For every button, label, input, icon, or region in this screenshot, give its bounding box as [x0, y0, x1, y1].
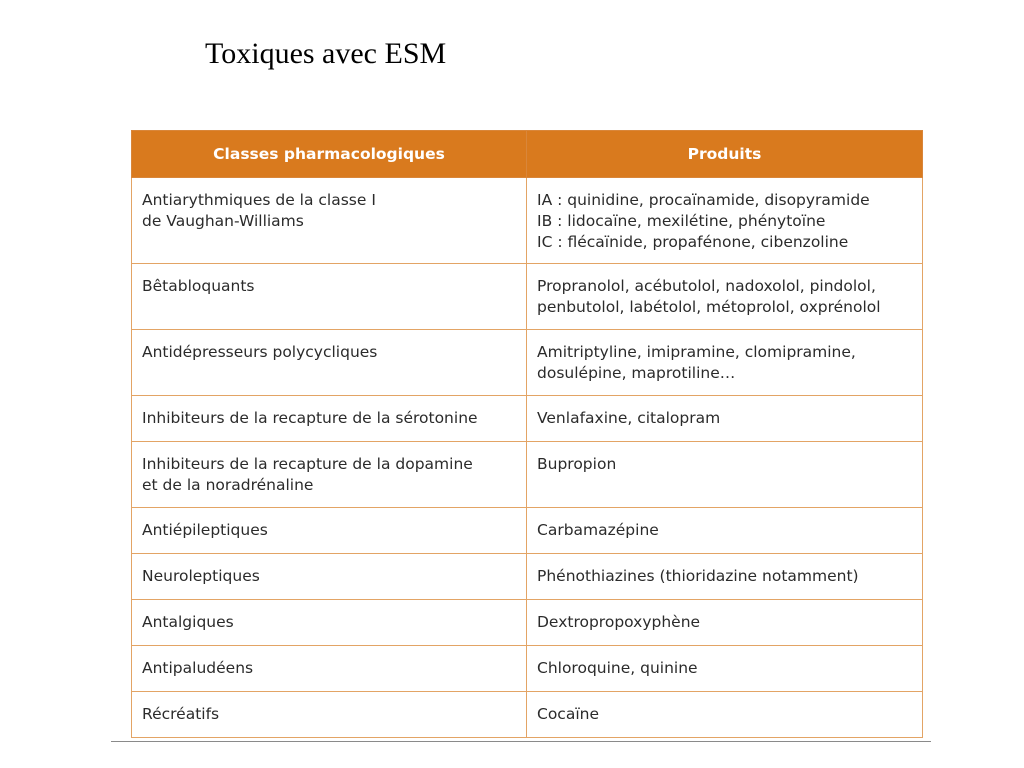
cell-classe	[132, 692, 527, 738]
table-row	[132, 600, 923, 646]
cell-classe	[132, 330, 527, 396]
table-row	[132, 178, 923, 264]
classe-text: Antiarythmiques de la classe I de Vaughan-Williams	[142, 191, 376, 230]
classe-text: Neuroleptiques	[142, 567, 260, 585]
table-row	[132, 692, 923, 738]
cell-classe	[132, 554, 527, 600]
classe-text: Récréatifs	[142, 705, 220, 723]
bottom-divider	[111, 741, 931, 742]
cell-produits	[527, 646, 923, 692]
cell-produits	[527, 178, 923, 264]
cell-classe	[132, 264, 527, 330]
drug-table	[131, 130, 923, 738]
table-row	[132, 330, 923, 396]
classe-text: Inhibiteurs de la recapture de la sérotonine	[142, 409, 478, 427]
cell-produits	[527, 600, 923, 646]
produits-text: Amitriptyline, imipramine, clomipramine, dosulépine, maprotiline…	[537, 343, 856, 382]
classe-text: Antidépresseurs polycycliques	[142, 343, 378, 361]
produits-text: Bupropion	[537, 455, 617, 473]
table-row	[132, 554, 923, 600]
table-row	[132, 508, 923, 554]
table-row	[132, 396, 923, 442]
header-classes: Classes pharmacologiques	[132, 131, 527, 178]
classe-text: Antalgiques	[142, 613, 234, 631]
cell-classe	[132, 442, 527, 508]
produits-text: Cocaïne	[537, 705, 599, 723]
cell-produits	[527, 442, 923, 508]
produits-text: Phénothiazines (thioridazine notamment)	[537, 567, 859, 585]
classe-text: Bêtabloquants	[142, 277, 255, 295]
cell-classe	[132, 600, 527, 646]
slide-title: Toxiques avec ESM	[205, 37, 447, 70]
header-produits: Produits	[527, 131, 923, 178]
classe-text: Antiépileptiques	[142, 521, 268, 539]
table-row	[132, 646, 923, 692]
produits-text: Carbamazépine	[537, 521, 659, 539]
produits-text: Dextropropoxyphène	[537, 613, 701, 631]
table-header-row	[132, 131, 923, 178]
cell-classe	[132, 178, 527, 264]
cell-produits	[527, 264, 923, 330]
classe-text: Inhibiteurs de la recapture de la dopamine et de la noradrénaline	[142, 455, 473, 494]
cell-produits	[527, 508, 923, 554]
cell-produits	[527, 396, 923, 442]
drug-table-container	[131, 130, 922, 738]
produits-text: Propranolol, acébutolol, nadoxolol, pindolol, penbutolol, labétolol, métoprolol, oxprénolol	[537, 277, 881, 316]
table-row	[132, 264, 923, 330]
cell-produits	[527, 330, 923, 396]
produits-text: Chloroquine, quinine	[537, 659, 698, 677]
cell-classe	[132, 646, 527, 692]
produits-text: Venlafaxine, citalopram	[537, 409, 721, 427]
cell-produits	[527, 692, 923, 738]
cell-produits	[527, 554, 923, 600]
classe-text: Antipaludéens	[142, 659, 254, 677]
table-row	[132, 442, 923, 508]
cell-classe	[132, 508, 527, 554]
produits-text: IA : quinidine, procaïnamide, disopyramide IB : lidocaïne, mexilétine, phénytoïne IC : flécaïnide, propafénone, cibenzoline	[537, 191, 870, 251]
cell-classe	[132, 396, 527, 442]
